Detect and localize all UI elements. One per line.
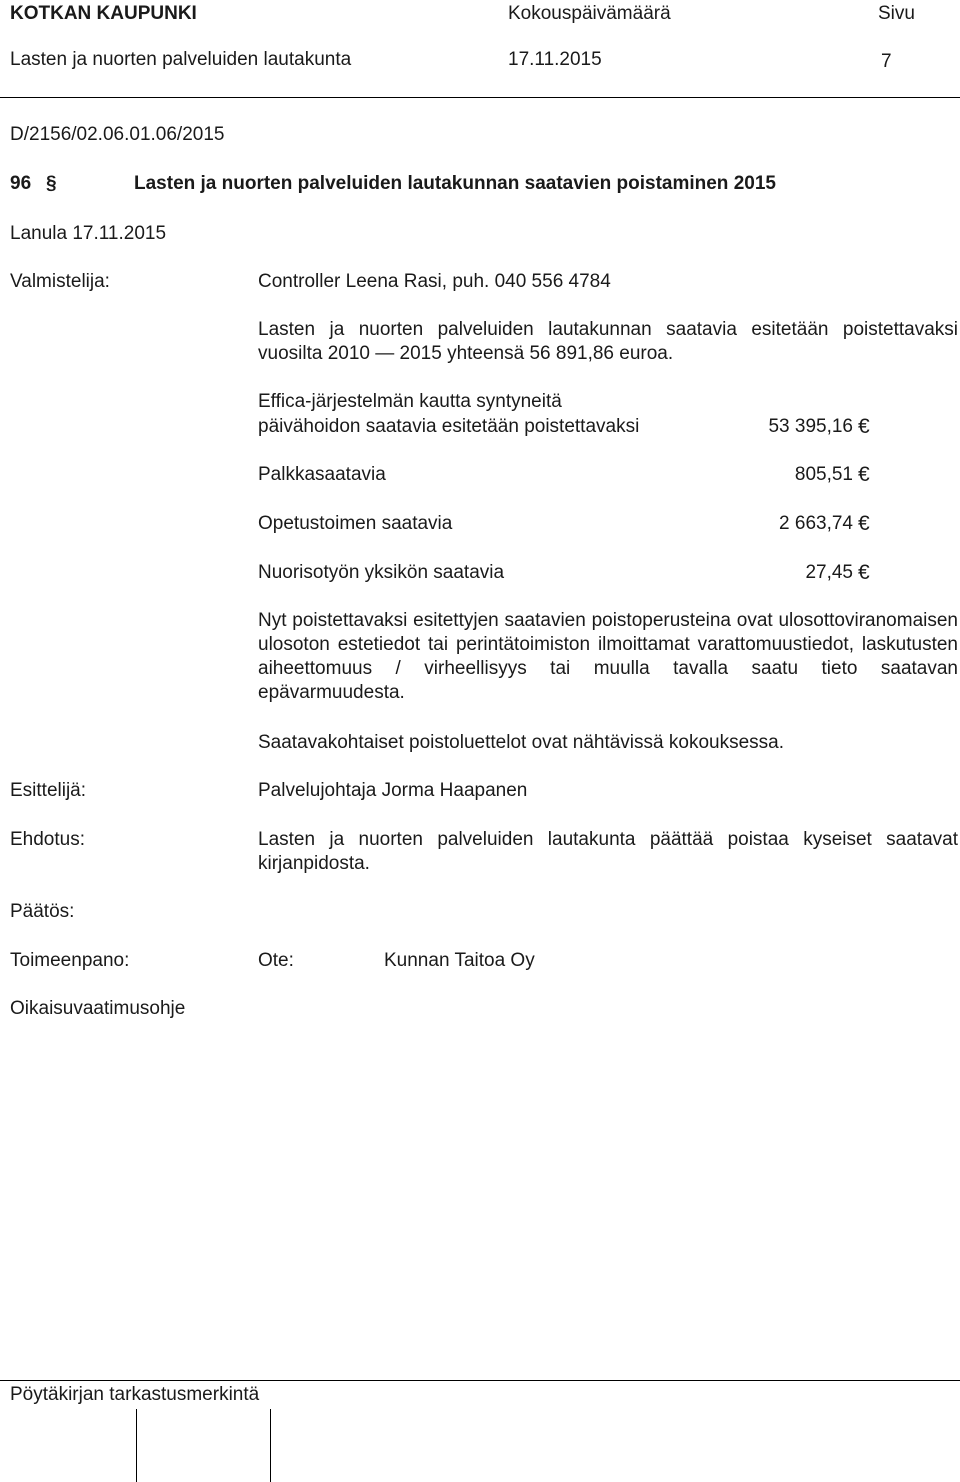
- item-label: Opetustoimen saatavia: [258, 513, 453, 534]
- review-label: Pöytäkirjan tarkastusmerkintä: [10, 1384, 260, 1405]
- section-symbol: §: [46, 173, 57, 194]
- euro-symbol: €: [858, 415, 870, 438]
- meeting-date-label: Kokouspäivämäärä: [508, 3, 671, 24]
- grounds-paragraph: Nyt poistettavaksi esitettyjen saatavien poistoperusteina ovat ulosottoviranomaisen ulosoton estetiedot tai perintätoimiston ilmoittamat varattomuustiedot, laskutusten aiheettomuus / virheellisyys tai muulla tavalla saatu tieto saatavan epävarmuudesta.: [258, 610, 958, 703]
- extract-recipient: Kunnan Taitoa Oy: [384, 950, 535, 971]
- page-number: 7: [881, 51, 892, 72]
- footer-divider: [0, 1380, 960, 1381]
- section-title: Lasten ja nuorten palveluiden lautakunnan saatavien poistaminen 2015: [134, 173, 776, 194]
- euro-symbol: €: [858, 512, 870, 535]
- item-amount: 53 395,16: [768, 416, 853, 437]
- item-label: Palkkasaatavia: [258, 464, 386, 485]
- euro-symbol: €: [858, 561, 870, 584]
- lists-note: Saatavakohtaiset poistoluettelot ovat nähtävissä kokouksessa.: [258, 732, 784, 753]
- presenter-label: Esittelijä:: [10, 780, 87, 801]
- intro-paragraph: Lasten ja nuorten palveluiden lautakunnan saatavia esitetään poistettavaksi vuosilta 2010 — 2015 yhteensä 56 891,86 euroa.: [258, 319, 958, 364]
- diary-number: D/2156/02.06.01.06/2015: [10, 124, 225, 145]
- organization-name: KOTKAN KAUPUNKI: [10, 3, 197, 24]
- item-label: päivähoidon saatavia esitetään poistettavaksi: [258, 416, 640, 437]
- review-box-divider: [270, 1409, 271, 1482]
- effica-intro: Effica-järjestelmän kautta syntyneitä: [258, 391, 562, 412]
- appeal-label: Oikaisuvaatimusohje: [10, 998, 186, 1019]
- extract-label: Ote:: [258, 950, 294, 971]
- item-label: Nuorisotyön yksikön saatavia: [258, 562, 505, 583]
- review-box-divider: [136, 1409, 137, 1482]
- presenter: Palvelujohtaja Jorma Haapanen: [258, 780, 528, 801]
- item-amount: 27,45: [805, 562, 853, 583]
- page-label: Sivu: [878, 3, 915, 24]
- preparer: Controller Leena Rasi, puh. 040 556 4784: [258, 271, 611, 292]
- section-subtitle: Lanula 17.11.2015: [10, 223, 167, 244]
- proposal-text: Lasten ja nuorten palveluiden lautakunta päättää poistaa kyseiset saatavat kirjanpidosta.: [258, 829, 958, 874]
- meeting-date: 17.11.2015: [508, 49, 602, 70]
- committee-name: Lasten ja nuorten palveluiden lautakunta: [10, 49, 352, 70]
- item-amount: 805,51: [794, 464, 853, 485]
- preparer-label: Valmistelija:: [10, 271, 110, 292]
- header-divider: [0, 97, 960, 98]
- proposal-label: Ehdotus:: [10, 829, 85, 850]
- implementation-label: Toimeenpano:: [10, 950, 130, 971]
- decision-label: Päätös:: [10, 901, 75, 922]
- euro-symbol: €: [858, 463, 870, 486]
- section-number: 96: [10, 173, 32, 194]
- item-amount: 2 663,74: [779, 513, 853, 534]
